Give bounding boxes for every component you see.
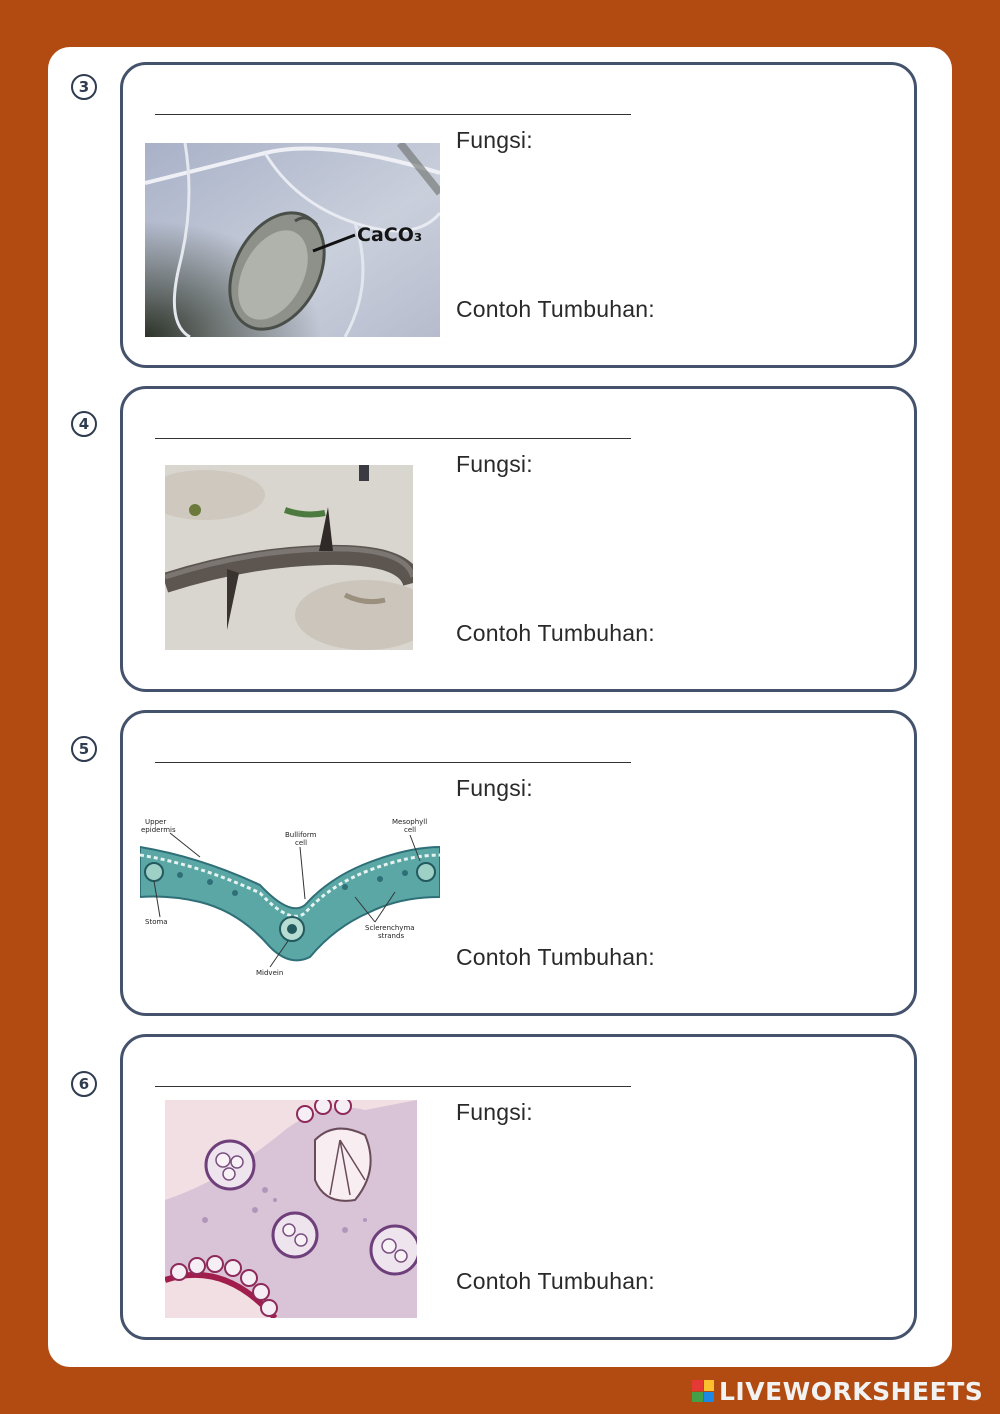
leaf-cross-section-diagram bbox=[140, 817, 440, 982]
item-number-4: 4 bbox=[71, 411, 97, 437]
contoh-tumbuhan-label: Contoh Tumbuhan: bbox=[456, 296, 655, 322]
contoh-tumbuhan-label: Contoh Tumbuhan: bbox=[456, 944, 655, 970]
answer-line[interactable] bbox=[155, 438, 631, 439]
card-item-5 bbox=[120, 710, 917, 1016]
label-upper-epidermis-line2: epidermis bbox=[141, 826, 176, 834]
label-sclerenchyma-line1: Sclerenchyma bbox=[365, 924, 415, 932]
liveworksheets-logo-icon bbox=[692, 1380, 714, 1402]
fungsi-label: Fungsi: bbox=[456, 1099, 533, 1125]
item-number-6: 6 bbox=[71, 1071, 97, 1097]
liveworksheets-wordmark: LIVEWORKSHEETS bbox=[719, 1376, 984, 1406]
answer-line[interactable] bbox=[155, 762, 631, 763]
answer-line[interactable] bbox=[155, 114, 631, 115]
contoh-tumbuhan-label: Contoh Tumbuhan: bbox=[456, 620, 655, 646]
card-item-4 bbox=[120, 386, 917, 692]
thorn-branch-image bbox=[165, 465, 413, 650]
label-stoma: Stoma bbox=[145, 918, 168, 926]
calcium-carbonate-crystal-image bbox=[145, 143, 440, 337]
fungsi-label: Fungsi: bbox=[456, 127, 533, 153]
card-item-6 bbox=[120, 1034, 917, 1340]
label-mesophyll-line2: cell bbox=[404, 826, 417, 834]
label-mesophyll-line1: Mesophyll bbox=[392, 818, 428, 826]
liveworksheets-brand[interactable] bbox=[692, 1376, 983, 1406]
label-midvein: Midvein bbox=[256, 969, 284, 977]
card-item-3 bbox=[120, 62, 917, 368]
label-bulliform-line1: Bulliform bbox=[285, 831, 317, 839]
answer-line[interactable] bbox=[155, 1086, 631, 1087]
fungsi-label: Fungsi: bbox=[456, 451, 533, 477]
fungsi-label: Fungsi: bbox=[456, 775, 533, 801]
item-number-3: 3 bbox=[71, 74, 97, 100]
stained-leaf-tissue-image bbox=[165, 1100, 417, 1318]
label-sclerenchyma-line2: strands bbox=[378, 932, 405, 940]
label-bulliform-line2: cell bbox=[295, 839, 308, 847]
contoh-tumbuhan-label: Contoh Tumbuhan: bbox=[456, 1268, 655, 1294]
label-upper-epidermis-line1: Upper bbox=[145, 818, 167, 826]
caco3-label: CaCO₃ bbox=[357, 224, 423, 246]
item-number-5: 5 bbox=[71, 736, 97, 762]
